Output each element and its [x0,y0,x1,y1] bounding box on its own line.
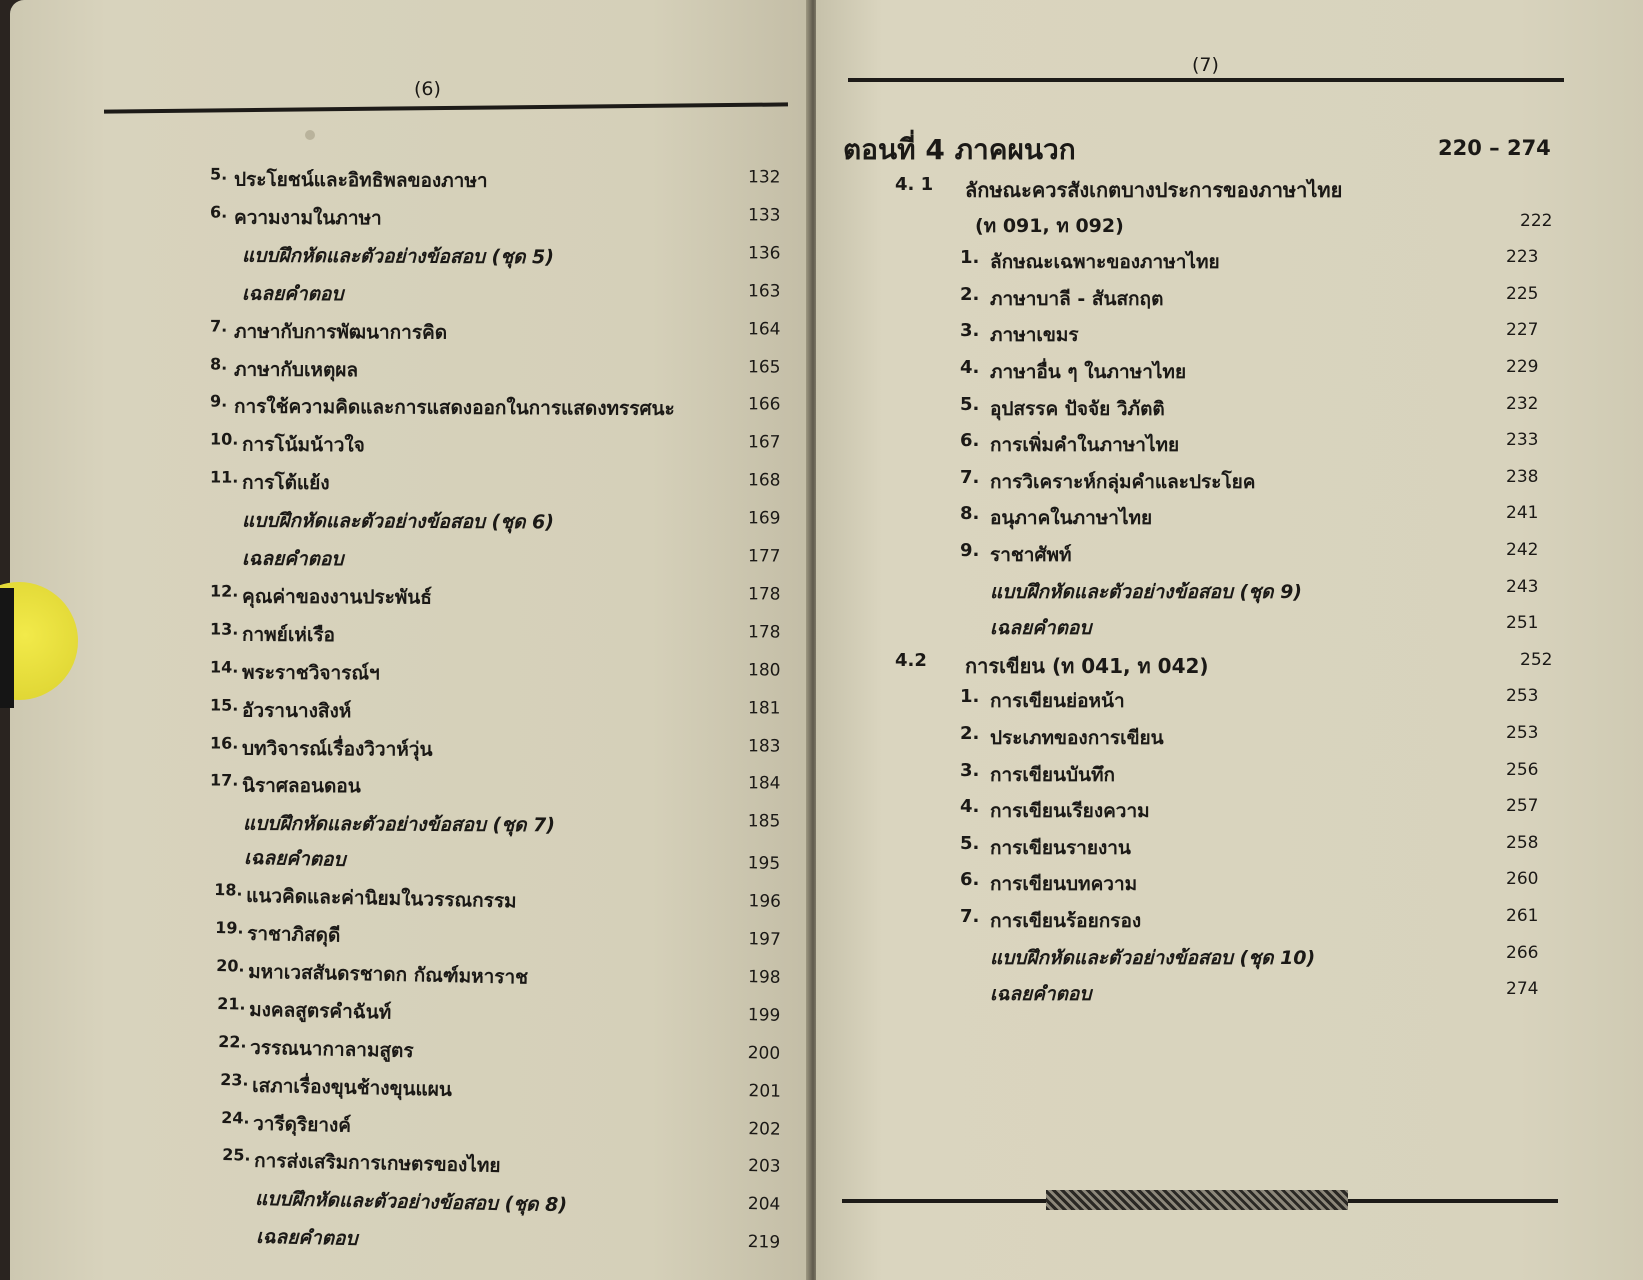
toc-entry [210,468,780,507]
toc-entry-number: 5. [960,393,980,415]
bookmark-sticker [0,588,14,708]
toc-entry-page: 133 [747,205,781,226]
toc-entry-page: 274 [1506,979,1539,1000]
toc-group-page: 252 [1520,649,1553,670]
toc-entry-number: 2. [960,723,980,744]
toc-entry-page: 219 [747,1232,781,1253]
toc-group-heading [895,650,1555,686]
toc-entry-page: 201 [747,1080,781,1102]
toc-entry-page: 169 [747,508,781,529]
toc-entry-page: 204 [747,1194,781,1215]
toc-entry-page: 257 [1506,796,1539,817]
toc-entry-label: ประเภทของการเขียน [990,727,1164,749]
toc-entry-label: เฉลยคำตอบ [990,617,1092,640]
toc-entry [960,357,1555,393]
toc-entry-label: ความงามในภาษา [233,206,382,230]
toc-entry [960,869,1555,905]
toc-entry-page: 132 [747,167,781,188]
toc-entry-number: 5. [209,164,228,184]
toc-entry-page: 165 [747,356,781,377]
page-speck [305,130,315,140]
toc-entry-label: แบบฝึกหัดและตัวอย่างข้อสอบ (ชุด 6) [241,509,555,534]
toc-entry-number: 7. [209,316,228,336]
toc-entry-number: 18. [213,880,243,900]
toc-entry [210,392,780,431]
toc-entry-page: 232 [1506,393,1539,414]
toc-entry [960,760,1555,796]
toc-entry-number: 16. [209,733,239,753]
toc-entry-number: 12. [209,581,239,601]
toc-entry [960,467,1555,503]
toc-entry-number: 3. [960,759,980,781]
toc-entry [960,247,1555,283]
toc-entry-number: 3. [960,320,980,342]
toc-entry-label: การเพิ่มคำในภาษาไทย [990,434,1180,457]
footer-hatch-ornament [1046,1190,1348,1210]
toc-entry [210,771,780,810]
toc-entry-page: 233 [1506,430,1539,451]
toc-entry-label: ลักษณะเฉพาะของภาษาไทย [990,251,1220,274]
toc-group-subtitle: (ท 091, ท 092) [975,214,1124,237]
toc-entry [960,796,1555,832]
toc-entry-page: 242 [1506,540,1539,560]
toc-group-title: ลักษณะควรสังเกตบางประการของภาษาไทย [965,178,1343,202]
toc-entry-label: การเขียนย่อหน้า [990,690,1125,713]
toc-entry-page: 184 [747,773,781,794]
toc-entry-label: การเขียนร้อยกรอง [990,910,1142,932]
toc-entry [210,430,780,469]
toc-entry-label: มหาเวสสันดรชาดก กัณฑ์มหาราช [247,960,529,989]
toc-entry-number: 11. [209,467,239,487]
toc-entry-number: 7. [960,466,980,488]
toc-entry-page: 197 [747,929,781,950]
section-title: ตอนที่ 4 ภาคผนวก [843,133,1076,166]
toc-entry-label: การวิเคราะห์กลุ่มคำและประโยค [990,470,1256,493]
toc-entry [960,943,1555,979]
toc-entry-page: 251 [1506,613,1539,634]
toc-entry [960,833,1555,869]
toc-entry-page: 258 [1506,832,1539,853]
toc-group-heading [895,174,1555,210]
toc-entry-number: 24. [220,1107,250,1128]
toc-entry-label: เฉลยคำตอบ [256,1225,359,1251]
toc-group-number: 4.2 [895,649,927,671]
toc-entry [960,723,1555,759]
toc-entry-number: 4. [960,796,980,818]
toc-entry [210,240,780,279]
toc-entry-label: เฉลยคำตอบ [241,282,344,305]
toc-entry-label: แบบฝึกหัดและตัวอย่างข้อสอบ (ชุด 5) [241,244,555,269]
toc-entry-label: วารีดุริยางค์ [252,1112,352,1137]
toc-entry-page: 238 [1506,466,1539,487]
toc-entry-label: ราชาศัพท์ [990,544,1072,566]
toc-entry-label: การเขียนบทความ [990,873,1138,896]
toc-entry-label: วรรณนากาลามสูตร [250,1036,415,1062]
toc-entry-label: การโต้แย้ง [241,471,330,495]
toc-entry-number: 23. [219,1069,249,1090]
toc-entry [960,613,1555,649]
toc-entry-page: 177 [747,546,781,567]
toc-entry-label: การเขียนบันทึก [990,763,1116,786]
toc-entry-label: แนวคิดและค่านิยมในวรรณกรรม [245,884,517,913]
toc-entry-number: 4. [960,357,980,378]
toc-entry-label: แบบฝึกหัดและตัวอย่างข้อสอบ (ชุด 9) [990,580,1302,603]
toc-entry-page: 178 [747,584,781,605]
toc-entry-page: 166 [747,394,781,415]
toc-entry-number: 9. [209,391,228,411]
toc-entry [210,278,780,317]
toc-entry-page: 195 [747,853,781,875]
toc-entry [210,354,780,393]
toc-entry-label: ภาษากับการพัฒนาการคิด [233,320,448,344]
toc-entry-page: 203 [747,1156,781,1178]
toc-entry [210,202,780,241]
toc-entry-page: 200 [747,1042,781,1064]
toc-entry-page: 261 [1506,906,1539,926]
toc-entry-label: นิราศลอนดอน [241,775,361,798]
toc-entry-page: 253 [1506,723,1539,743]
toc-entry-number: 20. [216,955,245,976]
toc-entry-page: 198 [747,967,781,988]
toc-entry-label: การเขียนรายงาน [990,836,1131,859]
toc-entry-page: 253 [1506,686,1539,707]
toc-entry-number: 14. [209,657,239,677]
toc-entry-page: 136 [747,243,781,264]
toc-entry-number: 13. [209,619,239,639]
toc-entry-label: อนุภาคในภาษาไทย [990,507,1153,530]
toc-entry-number: 5. [960,832,980,854]
toc-entry [960,394,1555,430]
toc-entry-label: บทวิจารณ์เรื่องวิวาห์วุ่น [241,737,433,761]
toc-entry-number: 1. [960,247,980,269]
toc-entry-page: 202 [747,1118,781,1140]
toc-entry [960,906,1555,942]
toc-entry [960,577,1555,613]
toc-entry [210,657,780,696]
toc-entry-page: 181 [747,697,781,719]
toc-entry-label: การโน้มน้าวใจ [241,433,365,457]
toc-entry-label: อัวรานางสิงห์ [241,699,352,722]
toc-entry-page: 183 [747,735,781,756]
section-page-range: 220 – 274 [1438,136,1551,160]
toc-entry-number: 1. [960,686,980,708]
toc-entry-label: เฉลยคำตอบ [244,846,347,872]
toc-entry-label: การใช้ความคิดและการแสดงออกในการแสดงทรรศนะ [233,396,675,421]
toc-entry-page: 196 [747,891,781,912]
toc-entry-label: แบบฝึกหัดและตัวอย่างข้อสอบ (ชุด 10) [990,946,1316,969]
toc-entry [210,695,780,734]
toc-entry [960,284,1555,320]
toc-entry-page: 229 [1506,357,1539,377]
toc-entry [210,316,780,355]
toc-entry-label: กาพย์เห่เรือ [241,623,336,646]
toc-entry-page: 260 [1506,869,1539,890]
toc-entry-label: การเขียนเรียงความ [990,800,1150,823]
toc-group-title: การเขียน (ท 041, ท 042) [965,653,1209,678]
toc-entry-label: ประโยชน์และอิทธิพลของภาษา [233,168,488,192]
toc-entry-page: 185 [747,811,781,832]
toc-entry-number: 8. [960,503,980,525]
toc-group-subtitle-row [975,211,1555,247]
toc-entry [210,581,780,620]
left-page-number: (6) [414,78,441,100]
toc-entry-number: 6. [960,869,980,891]
toc-entry-number: 7. [960,906,980,927]
toc-entry-label: เฉลยคำตอบ [990,983,1092,1006]
toc-entry-label: แบบฝึกหัดและตัวอย่างข้อสอบ (ชุด 8) [255,1188,568,1217]
toc-entry-number: 6. [209,202,228,222]
toc-entry-page: 178 [747,622,781,643]
toc-entry-label: มงคลสูตรคำฉันท์ [249,998,392,1024]
toc-entry-label: คุณค่าของงานประพันธ์ [241,585,432,609]
toc-entry-page: 241 [1506,503,1539,524]
toc-entry-page: 168 [747,470,781,491]
toc-entry-label: ภาษาอื่น ๆ ในภาษาไทย [990,361,1187,383]
toc-entry [960,503,1555,539]
toc-entry-number: 8. [209,354,228,374]
toc-entry-label: ภาษาบาลี - สันสกฤต [990,287,1164,310]
toc-entry-number: 15. [209,695,239,715]
toc-entry [211,809,781,848]
toc-entry-page: 266 [1506,942,1539,963]
toc-entry-page: 243 [1506,576,1539,597]
toc-entry-page: 225 [1506,283,1539,304]
toc-entry-number: 10. [209,429,239,449]
toc-entry-label: อุปสรรค ปัจจัย วิภัตติ [990,397,1165,420]
toc-entry-page: 256 [1506,759,1539,780]
toc-entry-page: 227 [1506,320,1539,341]
toc-entry-label: เฉลยคำตอบ [241,547,344,571]
toc-entry-label: พระราชวิจารณ์ฯ [241,661,380,685]
toc-entry [960,540,1555,576]
toc-entry-label: ราชาภิสดุดี [246,922,341,947]
toc-entry [960,430,1555,466]
toc-entry-page: 164 [747,318,781,340]
toc-entry-page: 163 [747,281,781,302]
toc-entry-number: 22. [218,1031,248,1052]
toc-entry-page: 223 [1506,247,1539,268]
toc-entry-label: ภาษากับเหตุผล [233,358,359,381]
toc-entry-label: แบบฝึกหัดและตัวอย่างข้อสอบ (ชุด 7) [243,812,556,837]
toc-entry-label: เสภาเรื่องขุนช้างขุนแผน [251,1074,452,1101]
toc-entry-page: 199 [747,1004,781,1026]
toc-entry-number: 9. [960,540,980,561]
toc-entry-number: 21. [217,993,246,1014]
toc-entry-label: ภาษาเขมร [990,324,1079,347]
toc-entry-number: 19. [214,918,244,938]
toc-entry-number: 2. [960,283,980,305]
toc-entry [960,979,1555,1015]
toc-entry [210,544,780,583]
toc-entry-label: การส่งเสริมการเกษตรของไทย [253,1150,501,1178]
toc-entry [960,686,1555,722]
toc-group-page: 222 [1520,210,1553,231]
toc-entry [960,320,1555,356]
toc-group-number: 4. 1 [895,174,934,195]
toc-entry-page: 180 [747,660,781,681]
toc-entry [210,619,780,658]
toc-entry [210,733,780,772]
toc-entry [210,506,780,545]
toc-entry-number: 25. [222,1145,251,1166]
toc-entry-number: 6. [960,430,980,452]
toc-entry-page: 167 [747,432,781,453]
right-page-number: (7) [1192,54,1219,76]
toc-entry-number: 17. [209,770,239,791]
right-header-rule [848,78,1564,82]
toc-entry [210,165,780,204]
